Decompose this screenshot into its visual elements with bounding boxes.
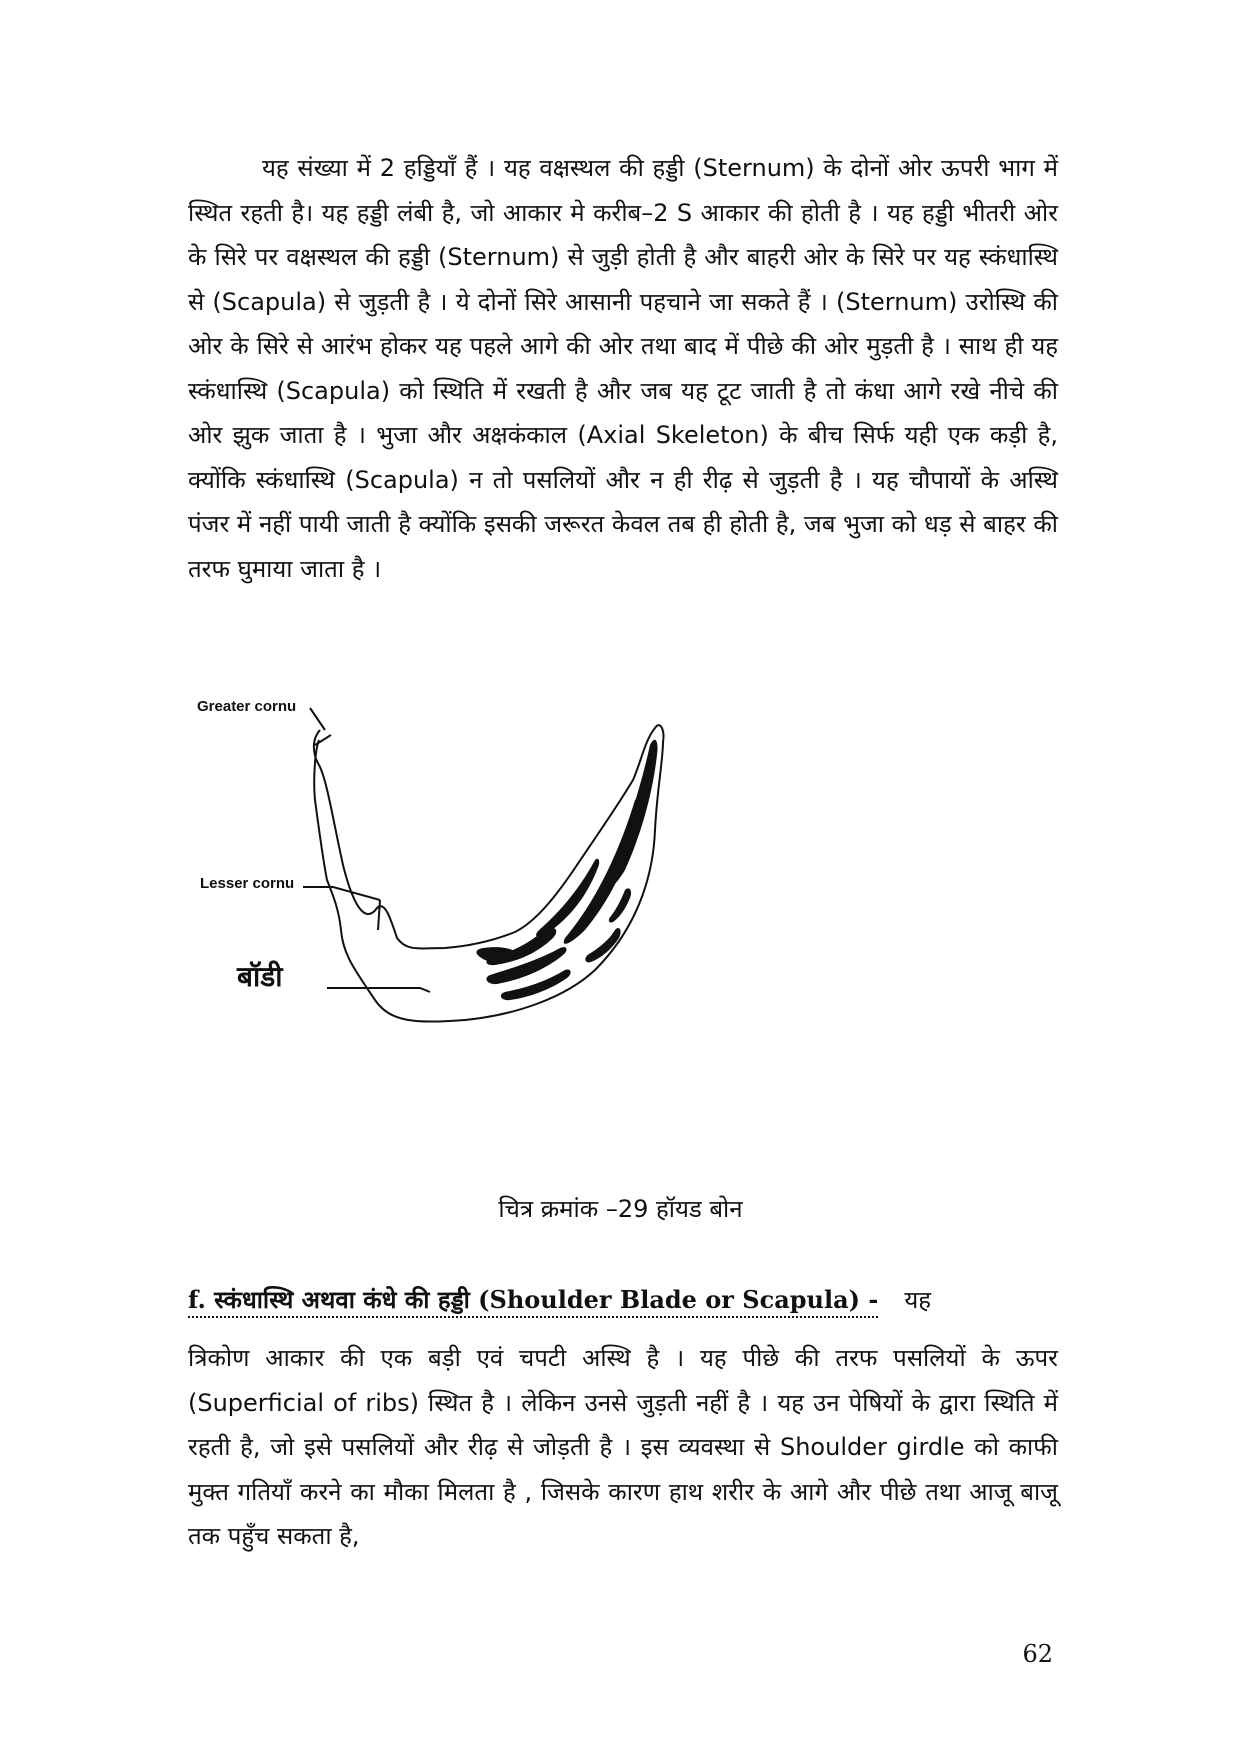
hyoid-bone-figure [197, 698, 795, 1170]
section-heading-continuation: यह [904, 1286, 932, 1314]
figure-caption: चित्र क्रमांक –29 हॉयड बोन [498, 1195, 743, 1223]
paragraph-clavicle [188, 146, 1058, 591]
label-body: बॉडी [237, 960, 283, 993]
label-greater-cornu: Greater cornu [197, 698, 297, 715]
page-number: 62 [1022, 1640, 1053, 1668]
section-heading-title: f. स्कंधास्थि अथवा कंधे की हड्डी (Shoulder Blade or Scapula) - [188, 1285, 878, 1318]
paragraph-scapula [188, 1336, 1058, 1559]
label-lesser-cornu: Lesser cornu [200, 875, 295, 892]
paragraph-text: यह संख्या में 2 हड्डियॉं हैं । यह वक्षस्थल की हड्डी (Sternum) के दोनों ओर ऊपरी भाग में स्थित रहती है। यह हड्डी लंबी है, जो आकार मे करीब–2 S आकार की होती है । यह हड्डी भीतरी ओर के सिरे पर वक्षस्थल की हड्डी (Sternum) से जुड़ी होती है और बाहरी ओर के सिरे पर यह स्कंधास्थि से (Scapula) से जुड़ती है । ये दोनों सिरे आसानी पहचाने जा सकते हैं । (Sternum) उरोस्थि की ओर के सिरे से आरंभ होकर यह पहले आगे की ओर तथा बाद में पीछे की ओर मुड़ती है । साथ ही यह स्कंधास्थि (Scapula) को स्थिति में रखती है और जब यह टूट जाती है तो कंधा आगे रखे नीचे की ओर झुक जाता है । भुजा और अक्षकंकाल (Axial Skeleton) के बीच सिर्फ यही एक कड़ी है, क्योंकि स्कंधास्थि (Scapula) न तो पसलियों और न ही रीढ़ से जुड़ती है । यह चौपायों के अस्थि पंजर में नहीं पायी जाती है क्योंकि इसकी जरूरत केवल तब ही होती है, जब भुजा को धड़ से बाहर की तरफ घुमाया जाता है । [188, 154, 1058, 583]
hyoid-bone-drawing [215, 770, 795, 1170]
paragraph-text: त्रिकोण आकार की एक बड़ी एवं चपटी अस्थि है । यह पीछे की तरफ पसलियों के ऊपर (Superficial of ribs) स्थित है । लेकिन उनसे जुड़ती नहीं है । यह उन पेषियों के द्वारा स्थिति में रहती है, जो इसे पसलियों और रीढ़ से जोड़ती है । इस व्यवस्था से Shoulder girdle को काफी मुक्त गतियॉं करने का मौका मिलता है , जिसके कारण हाथ शरीर के आगे और पीछे तथा आजू बाजू तक पहुॅंच सकता है, [188, 1344, 1058, 1550]
section-heading [188, 1283, 931, 1316]
